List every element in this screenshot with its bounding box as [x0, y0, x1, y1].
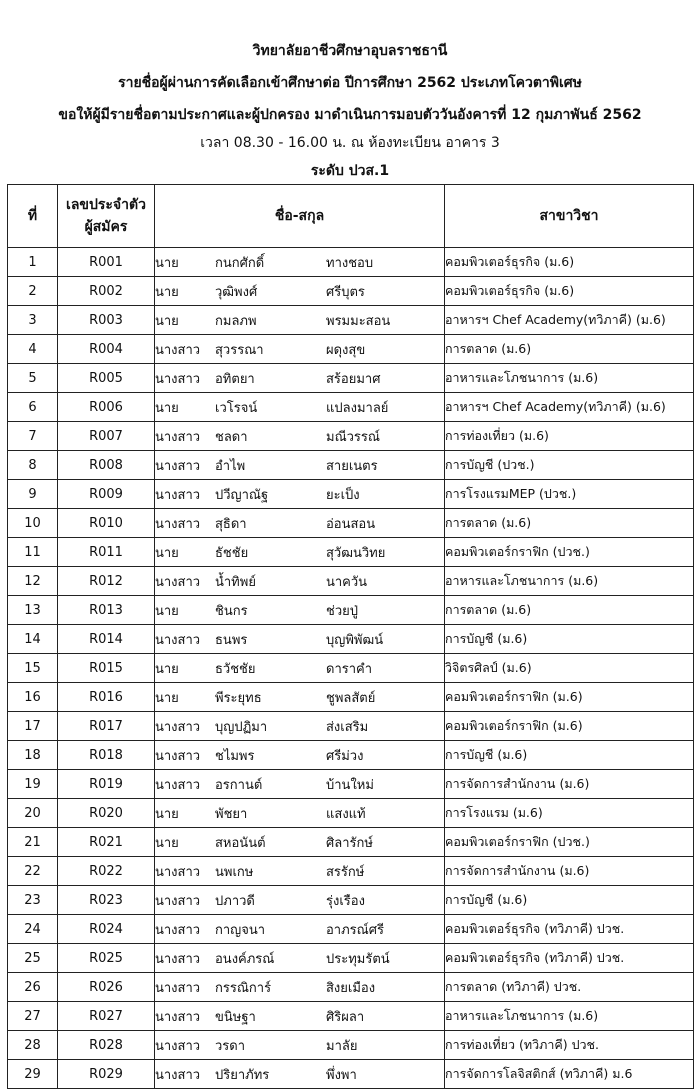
last-name: สิงยเมือง	[326, 980, 376, 996]
table-body	[8, 248, 694, 1089]
table-row	[8, 451, 694, 480]
first-name: ชินกร	[215, 603, 248, 619]
table-row	[8, 770, 694, 799]
applicant-id: R021	[58, 828, 155, 857]
name-prefix: นาย	[155, 313, 179, 329]
last-name: ศิลารักษ์	[326, 835, 373, 851]
applicant-name	[155, 625, 445, 654]
applicant-id: R010	[58, 509, 155, 538]
first-name: อรกานต์	[215, 777, 263, 793]
applicant-name	[155, 973, 445, 1002]
applicant-id: R029	[58, 1060, 155, 1089]
applicant-name	[155, 306, 445, 335]
name-prefix: นางสาว	[155, 1009, 201, 1025]
table-row	[8, 306, 694, 335]
last-name: ผดุงสุข	[326, 342, 366, 358]
applicant-name	[155, 944, 445, 973]
table-row	[8, 654, 694, 683]
table-row	[8, 1002, 694, 1031]
last-name: สรรักษ์	[326, 864, 365, 880]
first-name: ธนพร	[215, 632, 248, 648]
row-number: 22	[8, 857, 58, 886]
table-row	[8, 567, 694, 596]
applicant-name	[155, 1060, 445, 1089]
name-prefix: นางสาว	[155, 777, 201, 793]
table-row	[8, 364, 694, 393]
name-prefix: นาย	[155, 690, 179, 706]
applicant-name	[155, 770, 445, 799]
first-name: นพเกษ	[215, 864, 254, 880]
applicant-name	[155, 393, 445, 422]
major: การตลาด (ทวิภาคี) ปวช.	[445, 973, 694, 1002]
last-name: อาภรณ์ศรี	[326, 922, 384, 938]
major: การจัดการสำนักงาน (ม.6)	[445, 770, 694, 799]
last-name: บ้านใหม่	[326, 777, 374, 793]
first-name: สุธิดา	[215, 516, 247, 532]
table-row	[8, 422, 694, 451]
applicant-name	[155, 886, 445, 915]
major: การจัดการสำนักงาน (ม.6)	[445, 857, 694, 886]
applicant-id: R014	[58, 625, 155, 654]
major: การโรงแรม (ม.6)	[445, 799, 694, 828]
major: การตลาด (ม.6)	[445, 596, 694, 625]
applicant-name	[155, 422, 445, 451]
name-prefix: นาย	[155, 545, 179, 561]
table-row	[8, 480, 694, 509]
last-name: นาควัน	[326, 574, 368, 590]
first-name: กรรณิการ์	[215, 980, 272, 996]
applicant-id: R028	[58, 1031, 155, 1060]
applicant-name	[155, 654, 445, 683]
major: คอมพิวเตอร์กราฟิก (ม.6)	[445, 712, 694, 741]
applicant-id: R001	[58, 248, 155, 277]
major: อาหารและโภชนาการ (ม.6)	[445, 1002, 694, 1031]
table-row	[8, 509, 694, 538]
applicant-name	[155, 915, 445, 944]
row-number: 3	[8, 306, 58, 335]
first-name: กนกศักดิ์	[215, 255, 265, 271]
last-name: ดาราคำ	[326, 661, 373, 677]
applicant-id: R024	[58, 915, 155, 944]
name-prefix: นางสาว	[155, 371, 201, 387]
applicant-name	[155, 1031, 445, 1060]
header-applicant-id-line1: เลขประจำตัว	[66, 197, 146, 213]
first-name: อนงค์ภรณ์	[215, 951, 275, 967]
name-prefix: นางสาว	[155, 632, 201, 648]
row-number: 7	[8, 422, 58, 451]
first-name: น้ำทิพย์	[215, 574, 256, 590]
applicant-id: R003	[58, 306, 155, 335]
name-prefix: นาย	[155, 835, 179, 851]
table-row	[8, 683, 694, 712]
applicant-id: R017	[58, 712, 155, 741]
major: คอมพิวเตอร์กราฟิก (ปวช.)	[445, 538, 694, 567]
name-prefix: นางสาว	[155, 1067, 201, 1083]
applicant-id: R020	[58, 799, 155, 828]
row-number: 26	[8, 973, 58, 1002]
name-prefix: นางสาว	[155, 922, 201, 938]
last-name: ชูพลสัตย์	[326, 690, 376, 706]
row-number: 23	[8, 886, 58, 915]
name-prefix: นางสาว	[155, 487, 201, 503]
applicant-id: R023	[58, 886, 155, 915]
last-name: ศิริผลา	[326, 1009, 365, 1025]
applicant-table	[7, 184, 694, 1089]
row-number: 20	[8, 799, 58, 828]
row-number: 10	[8, 509, 58, 538]
first-name: ปภาวดี	[215, 893, 255, 909]
table-row	[8, 886, 694, 915]
table-row	[8, 857, 694, 886]
row-number: 25	[8, 944, 58, 973]
first-name: อทิตยา	[215, 371, 255, 387]
applicant-name	[155, 799, 445, 828]
last-name: ส่งเสริม	[326, 719, 369, 735]
applicant-id: R018	[58, 741, 155, 770]
major: การโรงแรมMEP (ปวช.)	[445, 480, 694, 509]
first-name: ขนิษฐา	[215, 1009, 256, 1025]
table-row	[8, 799, 694, 828]
applicant-name	[155, 712, 445, 741]
applicant-id: R016	[58, 683, 155, 712]
first-name: อำไพ	[215, 458, 246, 474]
first-name: ชลดา	[215, 429, 248, 445]
name-prefix: นาย	[155, 400, 179, 416]
name-prefix: นาย	[155, 661, 179, 677]
header-applicant-id	[58, 185, 155, 248]
last-name: พรมมะสอน	[326, 313, 391, 329]
table-row	[8, 1031, 694, 1060]
first-name: ปริยาภัทร	[215, 1067, 270, 1083]
table-row	[8, 248, 694, 277]
major: การตลาด (ม.6)	[445, 335, 694, 364]
applicant-name	[155, 480, 445, 509]
row-number: 15	[8, 654, 58, 683]
name-prefix: นางสาว	[155, 429, 201, 445]
header-applicant-id-line2: ผู้สมัคร	[84, 219, 128, 235]
major: คอมพิวเตอร์ธุรกิจ (ทวิภาคี) ปวช.	[445, 915, 694, 944]
row-number: 24	[8, 915, 58, 944]
major: การท่องเที่ยว (ทวิภาคี) ปวช.	[445, 1031, 694, 1060]
time-location: เวลา 08.30 - 16.00 น. ณ ห้องทะเบียน อาคาร 3	[200, 135, 500, 151]
applicant-id: R007	[58, 422, 155, 451]
applicant-name	[155, 451, 445, 480]
major: คอมพิวเตอร์กราฟิก (ม.6)	[445, 683, 694, 712]
first-name: ธัชชัย	[215, 545, 249, 561]
major: วิจิตรศิลป์ (ม.6)	[445, 654, 694, 683]
first-name: เวโรจน์	[215, 400, 258, 416]
major: อาหารและโภชนาการ (ม.6)	[445, 567, 694, 596]
applicant-id: R002	[58, 277, 155, 306]
first-name: ปวีญาณัฐ	[215, 487, 269, 503]
applicant-id: R026	[58, 973, 155, 1002]
major: คอมพิวเตอร์ธุรกิจ (ทวิภาคี) ปวช.	[445, 944, 694, 973]
major: การบัญชี (ม.6)	[445, 625, 694, 654]
table-row	[8, 944, 694, 973]
applicant-name	[155, 277, 445, 306]
major: การบัญชี (ม.6)	[445, 741, 694, 770]
applicant-id: R019	[58, 770, 155, 799]
applicant-id: R011	[58, 538, 155, 567]
major: การบัญชี (ม.6)	[445, 886, 694, 915]
applicant-name	[155, 741, 445, 770]
major: อาหารฯ Chef Academy(ทวิภาคี) (ม.6)	[445, 393, 694, 422]
row-number: 13	[8, 596, 58, 625]
last-name: แสงแท้	[326, 806, 366, 822]
table-row	[8, 741, 694, 770]
name-prefix: นางสาว	[155, 719, 201, 735]
row-number: 21	[8, 828, 58, 857]
name-prefix: นาย	[155, 284, 179, 300]
major: การตลาด (ม.6)	[445, 509, 694, 538]
table-row	[8, 393, 694, 422]
table-row	[8, 625, 694, 654]
name-prefix: นางสาว	[155, 864, 201, 880]
announcement-title: รายชื่อผู้ผ่านการคัดเลือกเข้าศึกษาต่อ ปีการศึกษา 2562 ประเภทโควตาพิเศษ	[118, 75, 582, 91]
last-name: มณีวรรณ์	[326, 429, 380, 445]
education-level: ระดับ ปวส.1	[310, 163, 390, 179]
last-name: แปลงมาลย์	[326, 400, 389, 416]
applicant-id: R027	[58, 1002, 155, 1031]
row-number: 1	[8, 248, 58, 277]
row-number: 4	[8, 335, 58, 364]
major: การท่องเที่ยว (ม.6)	[445, 422, 694, 451]
table-row	[8, 596, 694, 625]
last-name: ประทุมรัตน์	[326, 951, 390, 967]
header-full-name: ชื่อ-สกุล	[155, 185, 445, 248]
name-prefix: นางสาว	[155, 342, 201, 358]
first-name: ชไมพร	[215, 748, 255, 764]
major: การบัญชี (ปวช.)	[445, 451, 694, 480]
applicant-id: R025	[58, 944, 155, 973]
applicant-name	[155, 596, 445, 625]
last-name: สร้อยมาศ	[326, 371, 381, 387]
table-row	[8, 915, 694, 944]
row-number: 6	[8, 393, 58, 422]
row-number: 16	[8, 683, 58, 712]
table-row	[8, 828, 694, 857]
first-name: พีระยุทธ	[215, 690, 262, 706]
applicant-id: R013	[58, 596, 155, 625]
applicant-name	[155, 335, 445, 364]
row-number: 29	[8, 1060, 58, 1089]
major: คอมพิวเตอร์ธุรกิจ (ม.6)	[445, 248, 694, 277]
last-name: สุวัฒนวิทย	[326, 545, 386, 561]
last-name: ช่วยปู่	[326, 603, 358, 619]
row-number: 27	[8, 1002, 58, 1031]
row-number: 5	[8, 364, 58, 393]
last-name: ศรีบุตร	[326, 284, 365, 300]
name-prefix: นางสาว	[155, 748, 201, 764]
applicant-name	[155, 248, 445, 277]
first-name: กาญจนา	[215, 922, 266, 938]
applicant-name	[155, 509, 445, 538]
applicant-name	[155, 567, 445, 596]
table-header-row	[8, 185, 694, 248]
row-number: 17	[8, 712, 58, 741]
last-name: บุญพิพัฒน์	[326, 632, 384, 648]
applicant-name	[155, 364, 445, 393]
reporting-instruction: ขอให้ผู้มีรายชื่อตามประกาศและผู้ปกครอง มาดำเนินการมอบตัววันอังคารที่ 12 กุมภาพันธ์ 2562	[58, 107, 642, 123]
college-name: วิทยาลัยอาชีวศึกษาอุบลราชธานี	[252, 43, 448, 59]
last-name: สายเนตร	[326, 458, 378, 474]
row-number: 12	[8, 567, 58, 596]
row-number: 14	[8, 625, 58, 654]
table-row	[8, 973, 694, 1002]
name-prefix: นางสาว	[155, 516, 201, 532]
last-name: ศรีม่วง	[326, 748, 364, 764]
applicant-id: R009	[58, 480, 155, 509]
last-name: ยะเป็ง	[326, 487, 360, 503]
major: คอมพิวเตอร์กราฟิก (ปวช.)	[445, 828, 694, 857]
applicant-id: R012	[58, 567, 155, 596]
applicant-id: R006	[58, 393, 155, 422]
applicant-name	[155, 1002, 445, 1031]
last-name: รุ่งเรือง	[326, 893, 365, 909]
last-name: มาลัย	[326, 1038, 358, 1054]
last-name: อ่อนสอน	[326, 516, 376, 532]
applicant-name	[155, 828, 445, 857]
applicant-name	[155, 538, 445, 567]
applicant-id: R005	[58, 364, 155, 393]
header-number: ที่	[8, 185, 58, 248]
row-number: 9	[8, 480, 58, 509]
name-prefix: นางสาว	[155, 574, 201, 590]
first-name: บุญปฏิมา	[215, 719, 268, 735]
first-name: สหอนันต์	[215, 835, 266, 851]
row-number: 2	[8, 277, 58, 306]
name-prefix: นาย	[155, 603, 179, 619]
row-number: 19	[8, 770, 58, 799]
row-number: 11	[8, 538, 58, 567]
row-number: 28	[8, 1031, 58, 1060]
last-name: ทางชอบ	[326, 255, 374, 271]
row-number: 18	[8, 741, 58, 770]
table-row	[8, 1060, 694, 1089]
first-name: วรดา	[215, 1038, 246, 1054]
applicant-name	[155, 857, 445, 886]
last-name: พึ่งพา	[326, 1067, 357, 1083]
first-name: วุฒิพงศ์	[215, 284, 258, 300]
header-major: สาขาวิชา	[445, 185, 694, 248]
applicant-id: R008	[58, 451, 155, 480]
table-row	[8, 277, 694, 306]
name-prefix: นาย	[155, 806, 179, 822]
table-row	[8, 712, 694, 741]
name-prefix: นางสาว	[155, 458, 201, 474]
major: การจัดการโลจิสติกส์ (ทวิภาคี) ม.6	[445, 1060, 694, 1089]
major: อาหารฯ Chef Academy(ทวิภาคี) (ม.6)	[445, 306, 694, 335]
first-name: สุวรรณา	[215, 342, 264, 358]
first-name: พัชยา	[215, 806, 248, 822]
table-row	[8, 335, 694, 364]
applicant-id: R022	[58, 857, 155, 886]
name-prefix: นางสาว	[155, 893, 201, 909]
applicant-name	[155, 683, 445, 712]
name-prefix: นาย	[155, 255, 179, 271]
name-prefix: นางสาว	[155, 1038, 201, 1054]
applicant-id: R015	[58, 654, 155, 683]
first-name: กมลภพ	[215, 313, 257, 329]
major: อาหารและโภชนาการ (ม.6)	[445, 364, 694, 393]
major: คอมพิวเตอร์ธุรกิจ (ม.6)	[445, 277, 694, 306]
row-number: 8	[8, 451, 58, 480]
applicant-id: R004	[58, 335, 155, 364]
table-row	[8, 538, 694, 567]
first-name: ธวัชชัย	[215, 661, 256, 677]
name-prefix: นางสาว	[155, 980, 201, 996]
name-prefix: นางสาว	[155, 951, 201, 967]
